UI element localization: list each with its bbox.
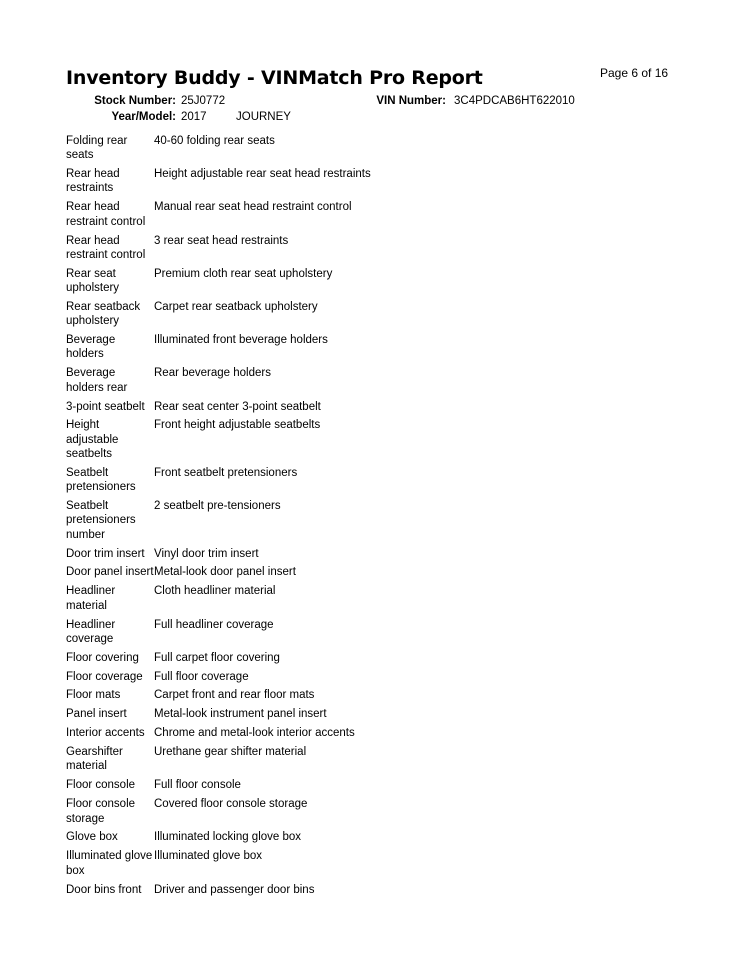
spec-name: Door bins front: [66, 883, 142, 896]
page-number: Page 6 of 16: [600, 66, 669, 80]
spec-name: Rear head restraint control: [66, 234, 146, 261]
spec-value: Front seatbelt pretensioners: [154, 466, 298, 479]
spec-value: Rear seat center 3-point seatbelt: [154, 400, 321, 413]
spec-name: Glove box: [66, 831, 118, 844]
spec-name: Floor covering: [66, 651, 139, 664]
spec-row: [66, 707, 666, 726]
spec-row: [66, 200, 666, 233]
spec-row: [66, 234, 666, 267]
spec-table-body: [66, 134, 666, 901]
vin-number-value: 3C4PDCAB6HT622010: [454, 95, 575, 107]
spec-value: Height adjustable rear seat head restraints: [154, 168, 371, 181]
spec-row: [66, 547, 666, 566]
spec-name: Rear head restraint control: [66, 201, 146, 228]
spec-name: Beverage holders: [66, 334, 116, 361]
spec-name: Floor mats: [66, 689, 121, 702]
spec-row: [66, 499, 666, 546]
spec-value: Illuminated locking glove box: [154, 831, 302, 844]
spec-name: Folding rear seats: [66, 135, 128, 162]
year-value: 2017: [181, 111, 207, 123]
stock-number-label: Stock Number:: [94, 95, 176, 107]
spec-row: [66, 167, 666, 200]
spec-name: Illuminated glove box: [66, 850, 153, 877]
spec-value: Front height adjustable seatbelts: [154, 419, 321, 432]
year-model-label: Year/Model:: [111, 111, 176, 123]
spec-value: Illuminated glove box: [154, 850, 263, 863]
spec-name: Rear head restraints: [66, 168, 120, 195]
spec-name: Door trim insert: [66, 547, 145, 560]
spec-name: Floor console: [66, 779, 136, 792]
spec-row: [66, 688, 666, 707]
spec-value: Metal-look instrument panel insert: [154, 708, 327, 721]
spec-row: [66, 134, 666, 167]
spec-row: [66, 883, 666, 902]
spec-name: Seatbelt pretensioners number: [66, 500, 136, 541]
spec-name: Gearshifter material: [66, 746, 123, 773]
spec-row: [66, 400, 666, 419]
spec-name: Headliner material: [66, 585, 116, 612]
spec-row: [66, 418, 666, 465]
spec-table: [66, 134, 666, 901]
spec-row: [66, 797, 666, 830]
spec-row: [66, 267, 666, 300]
spec-value: Illuminated front beverage holders: [154, 334, 328, 347]
spec-value: Vinyl door trim insert: [154, 547, 259, 560]
spec-name: Rear seatback upholstery: [66, 300, 141, 328]
spec-name: Beverage holders rear: [66, 367, 128, 394]
report-title: Inventory Buddy - VINMatch Pro Report: [66, 67, 483, 89]
spec-value: Premium cloth rear seat upholstery: [154, 267, 333, 280]
spec-value: Cloth headliner material: [154, 585, 276, 598]
spec-row: [66, 849, 666, 882]
spec-row: [66, 830, 666, 849]
spec-value: Full floor coverage: [154, 670, 249, 683]
model-value: JOURNEY: [236, 111, 291, 123]
spec-row: [66, 778, 666, 797]
spec-value: Carpet front and rear floor mats: [154, 689, 315, 702]
spec-value: Full floor console: [154, 779, 241, 792]
spec-name: Interior accents: [66, 727, 145, 740]
spec-name: Seatbelt pretensioners: [66, 466, 136, 494]
spec-row: [66, 300, 666, 333]
spec-name: Door panel insert: [66, 566, 154, 579]
spec-name: Height adjustable seatbelts: [66, 419, 119, 460]
spec-value: Chrome and metal-look interior accents: [154, 727, 355, 740]
stock-number-value: 25J0772: [181, 95, 226, 107]
spec-value: Driver and passenger door bins: [154, 883, 315, 896]
spec-value: Metal-look door panel insert: [154, 566, 296, 579]
spec-row: [66, 726, 666, 745]
spec-row: [66, 618, 666, 651]
spec-name: Floor coverage: [66, 670, 143, 683]
spec-value: Full carpet floor covering: [154, 651, 280, 664]
spec-value: 3 rear seat head restraints: [154, 234, 289, 247]
spec-value: 2 seatbelt pre-tensioners: [154, 500, 281, 513]
spec-name: Rear seat upholstery: [66, 267, 120, 295]
spec-value: Urethane gear shifter material: [154, 746, 307, 759]
spec-row: [66, 366, 666, 399]
vin-number-label: VIN Number:: [376, 95, 446, 107]
spec-name: Panel insert: [66, 708, 127, 721]
spec-name: Headliner coverage: [66, 618, 116, 645]
spec-row: [66, 584, 666, 617]
spec-value: Rear beverage holders: [154, 367, 271, 380]
spec-value: 40-60 folding rear seats: [154, 135, 275, 147]
spec-value: Covered floor console storage: [154, 798, 308, 811]
spec-row: [66, 466, 666, 499]
spec-name: 3-point seatbelt: [66, 400, 145, 413]
spec-name: Floor console storage: [66, 798, 136, 825]
spec-value: Full headliner coverage: [154, 618, 274, 631]
spec-value: Manual rear seat head restraint control: [154, 201, 352, 214]
spec-row: [66, 670, 666, 689]
spec-value: Carpet rear seatback upholstery: [154, 300, 318, 313]
spec-row: [66, 333, 666, 366]
spec-row: [66, 651, 666, 670]
spec-row: [66, 565, 666, 584]
spec-row: [66, 745, 666, 778]
